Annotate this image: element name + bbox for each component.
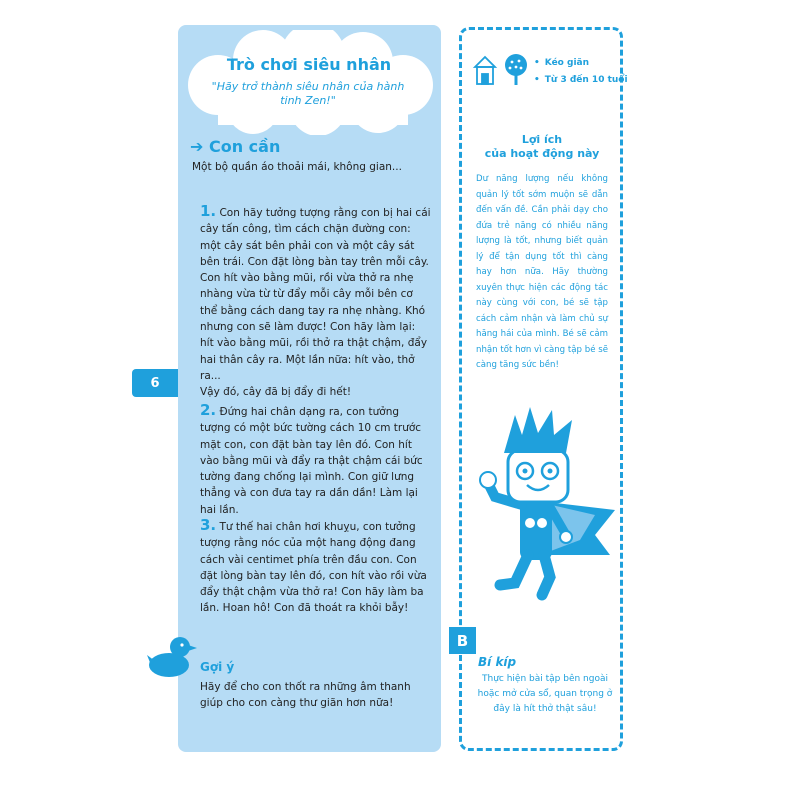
house-icon bbox=[475, 57, 495, 84]
benefit-text: Dư năng lượng nếu không quản lý tốt sớm muộn sẽ dẫn đến vấn đề. Cần phải dạy cho đứa trẻ năng có nhiều năng lượng là tốt, nhưng biết quản lý để tận dụng tốt thì càng hay hơn nữa. Hãy thường xuyên thực hiện các động tác này cùng với con, bé sẽ tập cách cảm nhận và làm chủ sự hăng hái của mình. Bé sẽ cảm nhận tốt hơn vì càng tập bé sẽ càng tăng sức bền! bbox=[476, 174, 608, 370]
needs-heading: ➔ Con cần bbox=[190, 137, 281, 156]
needs-text: Một bộ quần áo thoải mái, không gian... bbox=[192, 161, 402, 173]
step-1: 1. Con hãy tưởng tượng rằng con bị hai cái cây tấn công, tìm cách chặn đường con: một cây sát bên phải con và một cây sát bên trái. Con đặt lòng bàn tay trên mỗi cây. Con hít vào bằng mũi, rồi vừa thở ra nhẹ nhàng vừa từ từ đẩy mỗi cây mỗi bên cơ thể bằng cách dang tay ra nhẹ nhàng. Khó nhưng con sẽ làm được! Con hãy làm lại: hít vào bằng mũi, rồi thở ra thật chậm, đẩy hai thân cây ra. Một lần nữa: hít vào, thở ra... Vậy đó, cây đã bị đẩy đi hết! bbox=[200, 202, 431, 399]
secret-heading: Bí kíp bbox=[478, 655, 517, 669]
page-title: Trò chơi siêu nhân bbox=[226, 55, 392, 74]
activity-meta bbox=[534, 58, 628, 92]
tree-icon bbox=[505, 54, 527, 85]
step-2: 2. Đứng hai chân dạng ra, con tưởng tượng có một bức tường cách 10 cm trước mặt con, con đặt bàn tay lên đó. Con hít vào bằng mũi và đẩy ra thật chậm cái bức tường đang chống lại mình. Con giữ lưng thẳng và con đưa tay ra dần dần! Làm lại hai lần. bbox=[200, 401, 423, 516]
tip-heading: Gợi ý bbox=[200, 660, 235, 674]
secret-badge: B bbox=[449, 627, 476, 654]
activity-icons bbox=[472, 52, 534, 88]
page-subtitle: "Hãy trở thành siêu nhân của hành tinh Zen!" bbox=[211, 80, 405, 107]
secret-text: Thực hiện bài tập bên ngoài hoặc mở cửa sổ, quan trọng ở đây là hít thở thật sâu! bbox=[477, 674, 613, 714]
meta-age: • Từ 3 đến 10 tuổi bbox=[534, 75, 628, 85]
duck-icon bbox=[147, 633, 197, 679]
page-number-tab: 6 bbox=[132, 369, 178, 397]
step-3: 3. Tư thế hai chân hơi khuỵu, con tưởng tượng rằng nóc của một hang động đang cách vài centimet phía trên đầu con. Con đặt lòng bàn tay lên đó, con hít vào rồi vừa đẩy thật chậm vừa thở ra! Con hãy làm ba lần. Hoan hô! Con đã thoát ra khỏi bẫy! bbox=[200, 516, 427, 615]
tip-text: Hãy để cho con thốt ra những âm thanh giúp cho con càng thư giãn hơn nữa! bbox=[200, 681, 411, 709]
superhero-illustration bbox=[470, 405, 618, 603]
benefit-heading: Lợi ích của hoạt động này bbox=[484, 133, 600, 160]
meta-type: • Kéo giãn bbox=[534, 58, 628, 68]
arrow-right-icon: ➔ bbox=[190, 137, 204, 156]
